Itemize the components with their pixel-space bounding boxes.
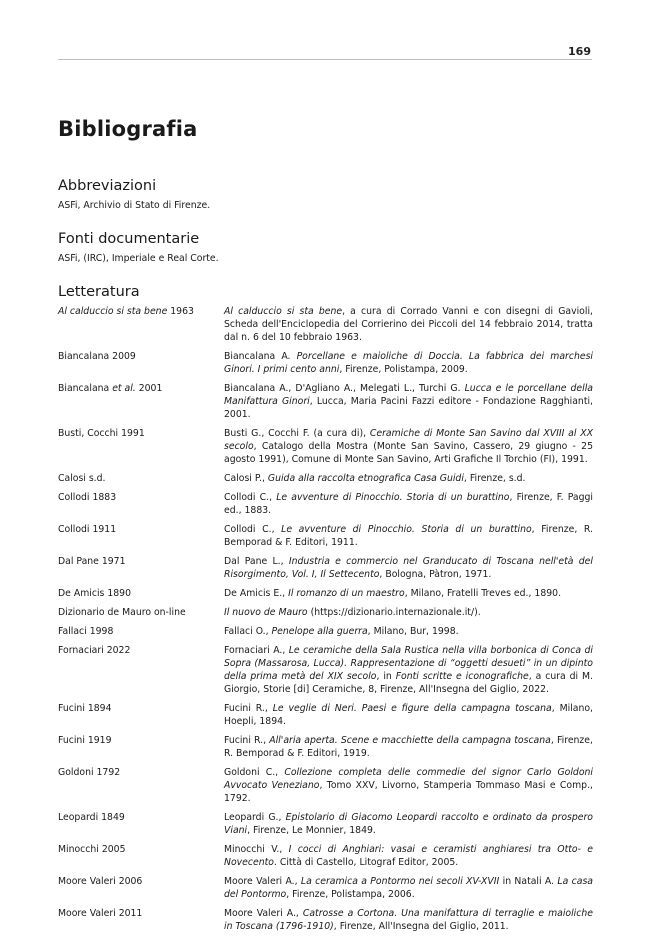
citation-reference (224, 811, 593, 843)
italic-text: Le avventure di Pinocchio. Storia di un burattino (281, 524, 532, 535)
bibliography-table (58, 305, 593, 939)
text: Fallaci 1998 (58, 626, 114, 637)
italic-text: Le ceramiche della Sala Rustica nella villa borbonica di Conca di Sopra (Massarosa, Lucca). Rappresentazione di “oggetti desueti” in un dipinto della prima metà del XIX secolo (224, 645, 593, 682)
italic-text: Le veglie di Neri. Paesi e figure della campagna toscana (272, 703, 552, 714)
citation-reference (224, 625, 593, 644)
text: , Milano, Fratelli Treves ed., 1890. (404, 588, 562, 599)
citation-reference (224, 472, 593, 491)
source-item: ASFi, (IRC), Imperiale e Real Corte. (58, 253, 219, 264)
italic-text: All'aria aperta. Scene e macchiette della campagna toscana (269, 735, 551, 746)
citation-key (58, 734, 224, 766)
bibliography-entry (58, 644, 593, 702)
bibliography-entry (58, 382, 593, 427)
citation-reference (224, 350, 593, 382)
bibliography-entry (58, 472, 593, 491)
citation-reference (224, 305, 593, 350)
text: , Firenze, All'Insegna del Giglio, 2011. (333, 921, 509, 932)
header-rule (58, 59, 592, 60)
text: Fallaci O., (224, 626, 272, 637)
text: Collodi C., (224, 524, 282, 535)
text: Fucini R., (224, 735, 270, 746)
citation-reference (224, 555, 593, 587)
text: Busti G., Cocchi F. (a cura di), (224, 428, 370, 439)
italic-text: Fonti scritte e iconografiche (395, 671, 529, 682)
text: Moore Valeri 2006 (58, 876, 143, 887)
italic-text: Collezione completa delle commedie del signor Carlo Goldoni Avvocato Veneziano (224, 767, 593, 791)
text: Leopardi 1849 (58, 812, 125, 823)
italic-text: Guida alla raccolta etnografica Casa Guidi (267, 473, 464, 484)
citation-reference (224, 427, 593, 472)
citation-reference (224, 843, 593, 875)
text: , Firenze, Le Monnier, 1849. (247, 825, 376, 836)
text: Busti, Cocchi 1991 (58, 428, 145, 439)
text: Minocchi 2005 (58, 844, 126, 855)
text: Biancalana 2009 (58, 351, 136, 362)
bibliography-entry (58, 555, 593, 587)
text: Biancalana A., D'Agliano A., Melegati L., Turchi G. (224, 383, 465, 394)
text: , Milano, Bur, 1998. (367, 626, 459, 637)
text: , Tomo XXV, Livorno, Stamperia Tommaso Masi e Comp., 1792. (224, 780, 593, 804)
citation-reference (224, 523, 593, 555)
text: , Firenze, R. Bemporad & F. Editori, 1911. (224, 524, 593, 548)
italic-text: Al calduccio si sta bene (224, 306, 343, 317)
citation-key (58, 350, 224, 382)
text: Fornaciari A., (224, 645, 289, 656)
citation-key (58, 843, 224, 875)
citation-reference (224, 491, 593, 523)
citation-reference (224, 382, 593, 427)
text: De Amicis E., (224, 588, 289, 599)
italic-text: Catrosse a Cortona. Una manifattura di terraglie e maioliche in Toscana (1796-1910) (224, 908, 593, 932)
text: Minocchi V., (224, 844, 289, 855)
italic-text: Epistolario di Giacomo Leopardi raccolto e ordinato da prospero Viani (224, 812, 593, 836)
bibliography-entry (58, 606, 593, 625)
text: Dal Pane L., (224, 556, 289, 567)
italic-text: I cocci di Anghiari: vasai e ceramisti anghiaresi tra Otto- e Novecento (224, 844, 593, 868)
italic-text: Ceramiche di Monte San Savino dal XVIII al XX secolo (224, 428, 594, 452)
italic-text: La casa del Pontormo (224, 876, 593, 900)
text: De Amicis 1890 (58, 588, 131, 599)
text: Fucini 1894 (58, 703, 112, 714)
italic-text: Industria e commercio nel Granducato di Toscana nell'età del Risorgimento, Vol. I, Il Settecento (224, 556, 593, 580)
citation-reference (224, 587, 593, 606)
text: Calosi P., (224, 473, 268, 484)
text: . Città di Castello, Litograf Editor, 2005. (273, 857, 459, 868)
page-number: 169 (568, 45, 591, 58)
text: (https://dizionario.internazionale.it/). (307, 607, 481, 618)
citation-reference (224, 875, 593, 907)
text: , in (376, 671, 396, 682)
text: Moore Valeri 2011 (58, 908, 143, 919)
text: Goldoni 1792 (58, 767, 121, 778)
citation-reference (224, 702, 593, 734)
citation-key (58, 427, 224, 472)
text: Leopardi G., (224, 812, 286, 823)
text: Moore Valeri A., (224, 908, 303, 919)
citation-key (58, 491, 224, 523)
page-title: Bibliografia (58, 117, 198, 141)
bibliography-entry (58, 350, 593, 382)
bibliography-entry (58, 625, 593, 644)
citation-key (58, 555, 224, 587)
citation-key (58, 766, 224, 811)
text: Calosi s.d. (58, 473, 106, 484)
text: , a cura di Corrado Vanni e con disegni di Gavioli, Scheda dell'Enciclopedia del Corrierino dei Piccoli del 14 febbraio 2014, tratta dal n. 6 del 10 febbraio 1963. (224, 306, 593, 343)
bibliography-entry (58, 702, 593, 734)
bibliography-entry (58, 811, 593, 843)
italic-text: Lucca e le porcellane della Manifattura Ginori (224, 383, 593, 407)
text: Biancalana A. (224, 351, 297, 362)
bibliography-entry (58, 843, 593, 875)
text: , Firenze, R. Bemporad & F. Editori, 1919. (224, 735, 593, 759)
italic-text: Porcellane e maioliche di Doccia. La fabbrica dei marchesi Ginori. I primi cento anni (224, 351, 593, 375)
citation-key (58, 382, 224, 427)
text: Dizionario de Mauro on-line (58, 607, 186, 618)
text: Fucini 1919 (58, 735, 112, 746)
citation-reference (224, 907, 593, 939)
bibliography-entry (58, 491, 593, 523)
citation-key (58, 587, 224, 606)
text: , Lucca, Maria Pacini Fazzi editore - Fondazione Ragghianti, 2001. (224, 396, 594, 420)
citation-key (58, 702, 224, 734)
italic-text: Le avventure di Pinocchio. Storia di un burattino (276, 492, 510, 503)
citation-key (58, 625, 224, 644)
text: , a cura di M. Giorgio, Storie [di] Ceramiche, 8, Firenze, All'Insegna del Giglio, 2022. (224, 671, 593, 695)
citation-key (58, 907, 224, 939)
citation-key (58, 606, 224, 625)
section-heading-abbreviazioni: Abbreviazioni (58, 178, 157, 194)
text: Collodi 1911 (58, 524, 117, 535)
bibliography-entry (58, 766, 593, 811)
citation-key (58, 305, 224, 350)
text: , Firenze, F. Paggi ed., 1883. (224, 492, 593, 516)
text: , Bologna, Pàtron, 1971. (379, 569, 492, 580)
citation-key (58, 523, 224, 555)
text: Dal Pane 1971 (58, 556, 126, 567)
citation-reference (224, 606, 593, 625)
text: Moore Valeri A., (224, 876, 301, 887)
text: , Firenze, Polistampa, 2009. (339, 364, 468, 375)
citation-key (58, 472, 224, 491)
bibliography-entry (58, 427, 593, 472)
citation-key (58, 875, 224, 907)
bibliography-entry (58, 734, 593, 766)
bibliography-entry (58, 907, 593, 939)
bibliography-entry (58, 305, 593, 350)
text: Biancalana (58, 383, 113, 394)
text: Fornaciari 2022 (58, 645, 131, 656)
text: Goldoni C., (224, 767, 285, 778)
section-fonti-documentarie (58, 231, 592, 265)
italic-text: Penelope alla guerra (271, 626, 368, 637)
italic-text: La ceramica a Pontormo nei secoli XV-XVII (300, 876, 500, 887)
abbreviation-item: ASFi, Archivio di Stato di Firenze. (58, 200, 211, 211)
italic-text: Al calduccio si sta bene (58, 306, 168, 317)
text: Fucini R., (224, 703, 273, 714)
text: , Milano, Hoepli, 1894. (224, 703, 593, 727)
bibliography-entry (58, 587, 593, 606)
section-heading-fonti: Fonti documentarie (58, 231, 200, 247)
bibliography-entry (58, 523, 593, 555)
section-abbreviazioni (58, 178, 592, 212)
citation-reference (224, 734, 593, 766)
citation-reference (224, 644, 593, 702)
text: , Catalogo della Mostra (Monte San Savino, Cassero, 29 giugno - 25 agosto 1991), Comune di Monte San Savino, Arti Grafiche Il Torchio (FI), 1991. (224, 441, 593, 465)
italic-text: Il nuovo de Mauro (224, 607, 308, 618)
section-heading-letteratura: Letteratura (58, 284, 140, 300)
text: , Firenze, Polistampa, 2006. (286, 889, 415, 900)
text: Collodi 1883 (58, 492, 117, 503)
citation-key (58, 811, 224, 843)
section-letteratura (58, 284, 592, 300)
italic-text: et al. (112, 383, 136, 394)
text: Collodi C., (224, 492, 277, 503)
italic-text: Il romanzo di un maestro (288, 588, 405, 599)
text: 1963 (167, 306, 194, 317)
text: in Natali A. (499, 876, 558, 887)
citation-key (58, 644, 224, 702)
text: , Firenze, s.d. (463, 473, 526, 484)
text: 2001 (135, 383, 163, 394)
citation-reference (224, 766, 593, 811)
bibliography-entry (58, 875, 593, 907)
